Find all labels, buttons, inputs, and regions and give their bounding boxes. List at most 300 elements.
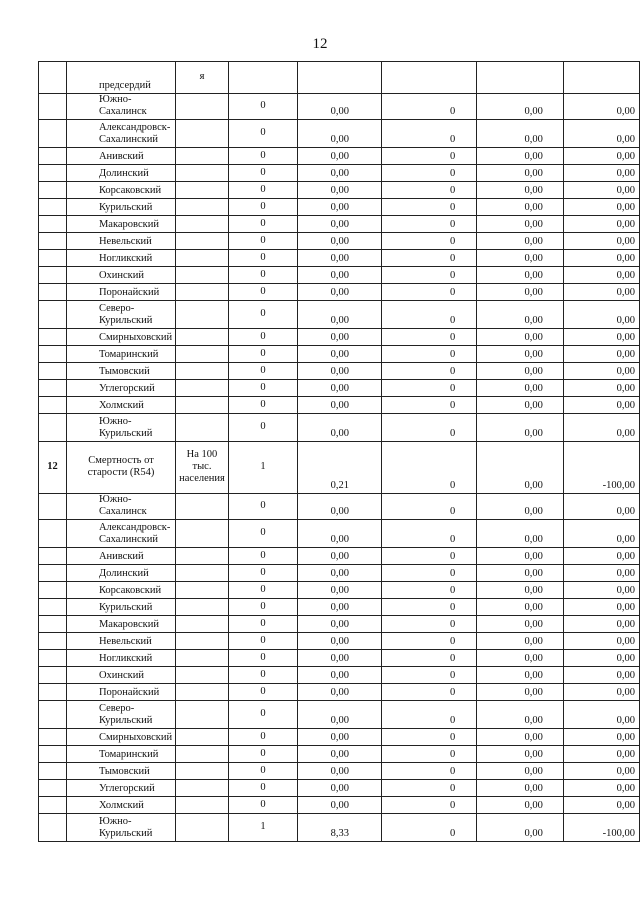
base-value: 0 bbox=[228, 701, 297, 729]
district-name: Северо-Курильский bbox=[66, 301, 175, 329]
value-cell bbox=[564, 62, 640, 94]
value-4: 0,00 bbox=[564, 520, 640, 548]
num-cell bbox=[39, 746, 67, 763]
value-4: 0,00 bbox=[564, 363, 640, 380]
value-4: 0,00 bbox=[564, 233, 640, 250]
value-3: 0,00 bbox=[476, 729, 564, 746]
unit-cell bbox=[176, 616, 229, 633]
value-1: 0,00 bbox=[298, 346, 382, 363]
district-name: Макаровский bbox=[66, 616, 175, 633]
value-3: 0,00 bbox=[476, 520, 564, 548]
table-row bbox=[39, 565, 640, 582]
indicator-unit: На 100 тыс. населения bbox=[176, 442, 229, 494]
value-3: 0,00 bbox=[476, 233, 564, 250]
value-3: 0,00 bbox=[476, 565, 564, 582]
value-3: 0,00 bbox=[476, 329, 564, 346]
value-1: 0,00 bbox=[298, 565, 382, 582]
value-2: 0 bbox=[382, 746, 477, 763]
table-row bbox=[39, 380, 640, 397]
base-value: 0 bbox=[228, 120, 297, 148]
value-1: 0,00 bbox=[298, 729, 382, 746]
value-cell bbox=[476, 62, 564, 94]
value-3: 0,00 bbox=[476, 701, 564, 729]
value-2: 0 bbox=[382, 199, 477, 216]
value-3: 0,00 bbox=[476, 363, 564, 380]
value-2: 0 bbox=[382, 667, 477, 684]
value-4: 0,00 bbox=[564, 684, 640, 701]
value-2: 0 bbox=[382, 216, 477, 233]
value-1: 0,00 bbox=[298, 148, 382, 165]
base-value: 0 bbox=[228, 301, 297, 329]
value-2: 0 bbox=[382, 301, 477, 329]
unit-cell bbox=[176, 729, 229, 746]
value-1: 0,00 bbox=[298, 667, 382, 684]
value-4: 0,00 bbox=[564, 780, 640, 797]
indicator-name: Смертность от старости (R54) bbox=[66, 442, 175, 494]
unit-cell bbox=[176, 414, 229, 442]
num-cell bbox=[39, 216, 67, 233]
table-row bbox=[39, 199, 640, 216]
base-value: 0 bbox=[228, 233, 297, 250]
base-value: 0 bbox=[228, 267, 297, 284]
value-3: 0,00 bbox=[476, 267, 564, 284]
district-name: Макаровский bbox=[66, 216, 175, 233]
value-4: 0,00 bbox=[564, 329, 640, 346]
value-4: 0,00 bbox=[564, 797, 640, 814]
base-value: 0 bbox=[228, 363, 297, 380]
value-4: 0,00 bbox=[564, 565, 640, 582]
value-1: 0,00 bbox=[298, 548, 382, 565]
value-1: 0,00 bbox=[298, 633, 382, 650]
district-name: Ногликский bbox=[66, 250, 175, 267]
value-1: 0,00 bbox=[298, 380, 382, 397]
district-name: Анивский bbox=[66, 148, 175, 165]
value-2: 0 bbox=[382, 397, 477, 414]
district-name: Охинский bbox=[66, 667, 175, 684]
table-row bbox=[39, 616, 640, 633]
value-3: 0,00 bbox=[476, 182, 564, 199]
num-cell bbox=[39, 329, 67, 346]
base-value: 0 bbox=[228, 565, 297, 582]
value-3: 0,00 bbox=[476, 442, 564, 494]
table-row bbox=[39, 165, 640, 182]
table-row bbox=[39, 216, 640, 233]
district-name: Смирныховский bbox=[66, 329, 175, 346]
table-header-continuation-row bbox=[39, 62, 640, 94]
value-1: 0,00 bbox=[298, 650, 382, 667]
table-row bbox=[39, 814, 640, 842]
unit-cell bbox=[176, 684, 229, 701]
num-cell bbox=[39, 94, 67, 120]
unit-cell bbox=[176, 380, 229, 397]
unit-cell bbox=[176, 494, 229, 520]
value-4: 0,00 bbox=[564, 633, 640, 650]
num-cell bbox=[39, 148, 67, 165]
value-1: 0,00 bbox=[298, 494, 382, 520]
value-2: 0 bbox=[382, 763, 477, 780]
value-1: 0,00 bbox=[298, 301, 382, 329]
base-value: 1 bbox=[228, 442, 297, 494]
district-name: Невельский bbox=[66, 233, 175, 250]
table-row bbox=[39, 797, 640, 814]
base-value: 0 bbox=[228, 633, 297, 650]
value-4: 0,00 bbox=[564, 120, 640, 148]
value-4: 0,00 bbox=[564, 397, 640, 414]
table-row bbox=[39, 182, 640, 199]
num-cell bbox=[39, 797, 67, 814]
num-cell bbox=[39, 667, 67, 684]
value-4: 0,00 bbox=[564, 284, 640, 301]
unit-cell bbox=[176, 520, 229, 548]
unit-cell bbox=[176, 363, 229, 380]
value-4: 0,00 bbox=[564, 346, 640, 363]
unit-cell bbox=[176, 165, 229, 182]
num-cell bbox=[39, 346, 67, 363]
district-name: Александровск-Сахалинский bbox=[66, 520, 175, 548]
district-name: Южно-Сахалинск bbox=[66, 94, 175, 120]
value-4: 0,00 bbox=[564, 746, 640, 763]
district-name: Корсаковский bbox=[66, 182, 175, 199]
value-2: 0 bbox=[382, 684, 477, 701]
table-row bbox=[39, 414, 640, 442]
table-row bbox=[39, 233, 640, 250]
table-row bbox=[39, 582, 640, 599]
district-name: Ногликский bbox=[66, 650, 175, 667]
value-2: 0 bbox=[382, 797, 477, 814]
district-name: Долинский bbox=[66, 565, 175, 582]
unit-cell bbox=[176, 346, 229, 363]
value-4: 0,00 bbox=[564, 94, 640, 120]
num-cell bbox=[39, 494, 67, 520]
value-3: 0,00 bbox=[476, 746, 564, 763]
num-cell bbox=[39, 267, 67, 284]
table-row bbox=[39, 763, 640, 780]
base-value: 0 bbox=[228, 582, 297, 599]
value-3: 0,00 bbox=[476, 120, 564, 148]
table-row bbox=[39, 148, 640, 165]
unit-cell bbox=[176, 650, 229, 667]
num-cell bbox=[39, 250, 67, 267]
unit-cell bbox=[176, 548, 229, 565]
unit-cell bbox=[176, 780, 229, 797]
value-1: 0,00 bbox=[298, 684, 382, 701]
district-name: Невельский bbox=[66, 633, 175, 650]
base-value: 0 bbox=[228, 165, 297, 182]
value-4: 0,00 bbox=[564, 494, 640, 520]
num-cell bbox=[39, 565, 67, 582]
value-1: 8,33 bbox=[298, 814, 382, 842]
district-name: Анивский bbox=[66, 548, 175, 565]
unit-cell bbox=[176, 667, 229, 684]
unit-cell bbox=[176, 250, 229, 267]
value-1: 0,00 bbox=[298, 582, 382, 599]
table-row bbox=[39, 284, 640, 301]
value-4: -100,00 bbox=[564, 442, 640, 494]
value-3: 0,00 bbox=[476, 216, 564, 233]
num-cell bbox=[39, 380, 67, 397]
value-3: 0,00 bbox=[476, 548, 564, 565]
base-value: 1 bbox=[228, 814, 297, 842]
value-2: 0 bbox=[382, 548, 477, 565]
district-name: Поронайский bbox=[66, 284, 175, 301]
unit-cell bbox=[176, 701, 229, 729]
num-cell bbox=[39, 684, 67, 701]
district-name: Углегорский bbox=[66, 380, 175, 397]
base-value: 0 bbox=[228, 284, 297, 301]
value-cell bbox=[382, 62, 477, 94]
unit-cell bbox=[176, 397, 229, 414]
base-value: 0 bbox=[228, 780, 297, 797]
value-4: 0,00 bbox=[564, 165, 640, 182]
num-cell bbox=[39, 729, 67, 746]
num-cell bbox=[39, 616, 67, 633]
indicator-name-cell: предсердий bbox=[66, 62, 175, 94]
table-row bbox=[39, 250, 640, 267]
value-1: 0,00 bbox=[298, 250, 382, 267]
unit-cell bbox=[176, 763, 229, 780]
value-2: 0 bbox=[382, 165, 477, 182]
num-cell bbox=[39, 763, 67, 780]
base-value: 0 bbox=[228, 616, 297, 633]
value-1: 0,00 bbox=[298, 414, 382, 442]
value-2: 0 bbox=[382, 599, 477, 616]
district-name: Углегорский bbox=[66, 780, 175, 797]
value-2: 0 bbox=[382, 284, 477, 301]
value-2: 0 bbox=[382, 233, 477, 250]
value-2: 0 bbox=[382, 148, 477, 165]
district-name: Тымовский bbox=[66, 363, 175, 380]
table-row bbox=[39, 650, 640, 667]
value-3: 0,00 bbox=[476, 763, 564, 780]
value-2: 0 bbox=[382, 494, 477, 520]
value-3: 0,00 bbox=[476, 780, 564, 797]
base-value: 0 bbox=[228, 346, 297, 363]
value-2: 0 bbox=[382, 729, 477, 746]
base-value: 0 bbox=[228, 797, 297, 814]
table-row bbox=[39, 746, 640, 763]
district-name: Южно-Сахалинск bbox=[66, 494, 175, 520]
value-1: 0,00 bbox=[298, 182, 382, 199]
page-number: 12 bbox=[312, 36, 328, 52]
table-row bbox=[39, 494, 640, 520]
table-row bbox=[39, 684, 640, 701]
value-4: 0,00 bbox=[564, 301, 640, 329]
base-value: 0 bbox=[228, 650, 297, 667]
value-2: 0 bbox=[382, 701, 477, 729]
value-3: 0,00 bbox=[476, 494, 564, 520]
num-cell bbox=[39, 301, 67, 329]
unit-cell: я bbox=[176, 62, 229, 94]
value-4: 0,00 bbox=[564, 616, 640, 633]
table-row bbox=[39, 633, 640, 650]
value-cell bbox=[298, 62, 382, 94]
district-name: Охинский bbox=[66, 267, 175, 284]
value-1: 0,00 bbox=[298, 284, 382, 301]
value-4: 0,00 bbox=[564, 599, 640, 616]
value-2: 0 bbox=[382, 329, 477, 346]
base-value: 0 bbox=[228, 548, 297, 565]
value-1: 0,00 bbox=[298, 199, 382, 216]
table-row bbox=[39, 267, 640, 284]
base-value: 0 bbox=[228, 599, 297, 616]
base-value: 0 bbox=[228, 763, 297, 780]
district-name: Курильский bbox=[66, 599, 175, 616]
unit-cell bbox=[176, 199, 229, 216]
num-cell bbox=[39, 165, 67, 182]
value-2: 0 bbox=[382, 565, 477, 582]
value-2: 0 bbox=[382, 414, 477, 442]
unit-cell bbox=[176, 120, 229, 148]
value-3: 0,00 bbox=[476, 616, 564, 633]
num-cell bbox=[39, 120, 67, 148]
district-name: Тымовский bbox=[66, 763, 175, 780]
value-3: 0,00 bbox=[476, 380, 564, 397]
value-3: 0,00 bbox=[476, 667, 564, 684]
value-2: 0 bbox=[382, 380, 477, 397]
num-cell bbox=[39, 582, 67, 599]
value-1: 0,21 bbox=[298, 442, 382, 494]
value-3: 0,00 bbox=[476, 414, 564, 442]
statistics-table bbox=[38, 61, 640, 842]
district-name: Южно-Курильский bbox=[66, 414, 175, 442]
table-row bbox=[39, 120, 640, 148]
indicator-row bbox=[39, 442, 640, 494]
value-1: 0,00 bbox=[298, 599, 382, 616]
district-name: Южно-Курильский bbox=[66, 814, 175, 842]
value-4: 0,00 bbox=[564, 250, 640, 267]
value-1: 0,00 bbox=[298, 94, 382, 120]
district-name: Холмский bbox=[66, 797, 175, 814]
base-value: 0 bbox=[228, 148, 297, 165]
base-value: 0 bbox=[228, 729, 297, 746]
base-value: 0 bbox=[228, 94, 297, 120]
value-1: 0,00 bbox=[298, 216, 382, 233]
value-3: 0,00 bbox=[476, 250, 564, 267]
value-2: 0 bbox=[382, 520, 477, 548]
district-name: Холмский bbox=[66, 397, 175, 414]
num-cell bbox=[39, 397, 67, 414]
district-name: Долинский bbox=[66, 165, 175, 182]
num-cell bbox=[39, 62, 67, 94]
value-3: 0,00 bbox=[476, 148, 564, 165]
district-name: Томаринский bbox=[66, 346, 175, 363]
table-row bbox=[39, 94, 640, 120]
value-4: 0,00 bbox=[564, 763, 640, 780]
table-row bbox=[39, 729, 640, 746]
value-3: 0,00 bbox=[476, 301, 564, 329]
value-1: 0,00 bbox=[298, 233, 382, 250]
unit-cell bbox=[176, 633, 229, 650]
value-1: 0,00 bbox=[298, 120, 382, 148]
table-row bbox=[39, 780, 640, 797]
value-3: 0,00 bbox=[476, 199, 564, 216]
base-value: 0 bbox=[228, 199, 297, 216]
value-2: 0 bbox=[382, 250, 477, 267]
unit-cell bbox=[176, 148, 229, 165]
table-row bbox=[39, 329, 640, 346]
value-4: 0,00 bbox=[564, 548, 640, 565]
unit-cell bbox=[176, 746, 229, 763]
num-cell bbox=[39, 701, 67, 729]
district-name: Александровск-Сахалинский bbox=[66, 120, 175, 148]
base-value: 0 bbox=[228, 182, 297, 199]
district-name: Северо-Курильский bbox=[66, 701, 175, 729]
value-4: 0,00 bbox=[564, 582, 640, 599]
value-3: 0,00 bbox=[476, 797, 564, 814]
value-3: 0,00 bbox=[476, 165, 564, 182]
num-cell bbox=[39, 182, 67, 199]
district-name: Поронайский bbox=[66, 684, 175, 701]
value-2: 0 bbox=[382, 267, 477, 284]
value-1: 0,00 bbox=[298, 363, 382, 380]
base-value: 0 bbox=[228, 746, 297, 763]
value-2: 0 bbox=[382, 182, 477, 199]
unit-cell bbox=[176, 797, 229, 814]
district-name: Смирныховский bbox=[66, 729, 175, 746]
num-cell bbox=[39, 284, 67, 301]
value-4: -100,00 bbox=[564, 814, 640, 842]
unit-cell bbox=[176, 284, 229, 301]
value-4: 0,00 bbox=[564, 148, 640, 165]
table-row bbox=[39, 701, 640, 729]
district-name: Курильский bbox=[66, 199, 175, 216]
value-4: 0,00 bbox=[564, 414, 640, 442]
value-3: 0,00 bbox=[476, 633, 564, 650]
table-row bbox=[39, 397, 640, 414]
unit-cell bbox=[176, 233, 229, 250]
value-3: 0,00 bbox=[476, 397, 564, 414]
district-name: Корсаковский bbox=[66, 582, 175, 599]
unit-cell bbox=[176, 814, 229, 842]
num-cell bbox=[39, 633, 67, 650]
base-value: 0 bbox=[228, 329, 297, 346]
unit-cell bbox=[176, 182, 229, 199]
value-1: 0,00 bbox=[298, 616, 382, 633]
value-1: 0,00 bbox=[298, 746, 382, 763]
base-value: 0 bbox=[228, 414, 297, 442]
unit-cell bbox=[176, 216, 229, 233]
value-4: 0,00 bbox=[564, 199, 640, 216]
value-4: 0,00 bbox=[564, 729, 640, 746]
num-cell bbox=[39, 233, 67, 250]
value-3: 0,00 bbox=[476, 582, 564, 599]
value-3: 0,00 bbox=[476, 684, 564, 701]
base-value: 0 bbox=[228, 667, 297, 684]
base-value: 0 bbox=[228, 684, 297, 701]
value-2: 0 bbox=[382, 346, 477, 363]
value-4: 0,00 bbox=[564, 182, 640, 199]
base-value: 0 bbox=[228, 250, 297, 267]
value-3: 0,00 bbox=[476, 599, 564, 616]
base-cell bbox=[228, 62, 297, 94]
value-1: 0,00 bbox=[298, 267, 382, 284]
value-3: 0,00 bbox=[476, 346, 564, 363]
value-2: 0 bbox=[382, 616, 477, 633]
value-2: 0 bbox=[382, 814, 477, 842]
value-1: 0,00 bbox=[298, 329, 382, 346]
table-row bbox=[39, 548, 640, 565]
value-2: 0 bbox=[382, 363, 477, 380]
unit-cell bbox=[176, 301, 229, 329]
value-3: 0,00 bbox=[476, 94, 564, 120]
unit-cell bbox=[176, 94, 229, 120]
value-1: 0,00 bbox=[298, 165, 382, 182]
value-1: 0,00 bbox=[298, 797, 382, 814]
value-4: 0,00 bbox=[564, 650, 640, 667]
table-row bbox=[39, 363, 640, 380]
value-4: 0,00 bbox=[564, 267, 640, 284]
value-1: 0,00 bbox=[298, 397, 382, 414]
